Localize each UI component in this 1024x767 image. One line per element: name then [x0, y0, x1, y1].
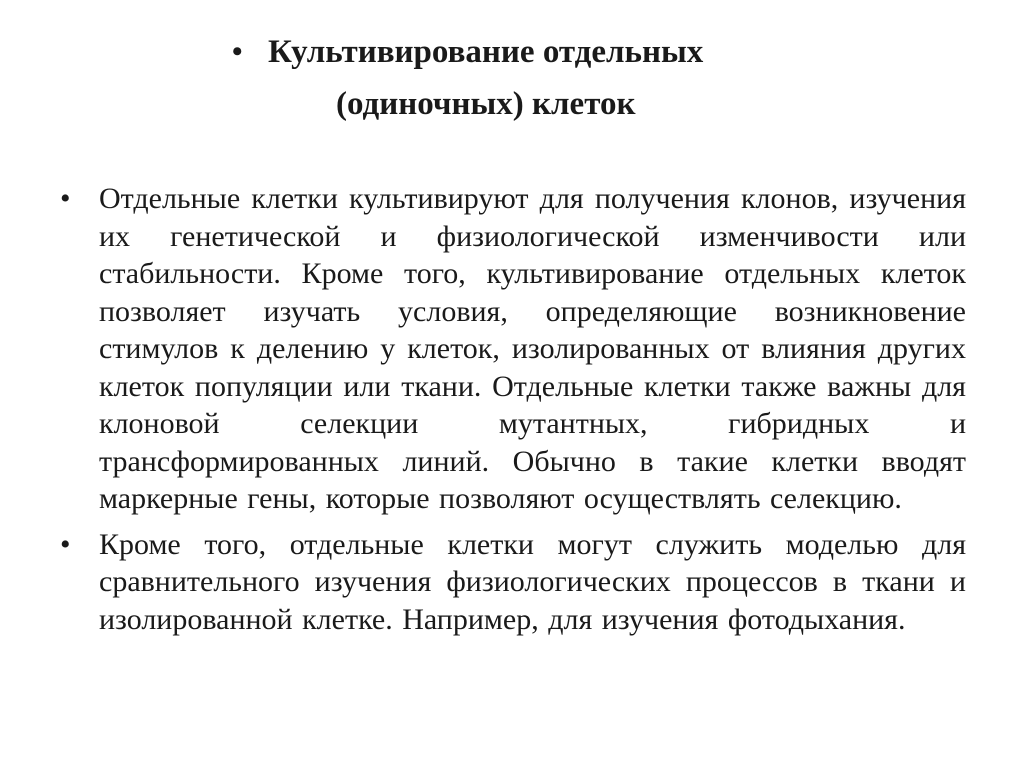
bullet-marker: • — [60, 527, 71, 561]
bullet-marker: • — [60, 182, 71, 215]
bullet-text: Кроме того, отдельные клетки могут служить моделью для сравнительного изучения физиологических процессов в ткани и изолированной клетке. Например, для изучения фотодыхания. — [99, 527, 966, 636]
bullet-list — [60, 180, 966, 638]
title-bullet: • — [232, 35, 243, 68]
bullet-text: Отдельные клетки культивируют для получения клонов, изучения их генетической и физиологической изменчивости или стабильности. Кроме того, культивирование отдельных клеток позволяет изучать условия, определяющие возникновение стимулов к делению у клеток, изолированных от влияния других клеток популяции или ткани. Отдельные клетки также важны для клоновой селекции мутантных, гибридных и трансформированных линий. Обычно в такие клетки вводят маркерные гены, которые позволяют осуществлять селекцию. — [99, 182, 966, 515]
bullet-item-2 — [60, 526, 966, 639]
slide-title — [232, 26, 832, 130]
bullet-item-1 — [60, 180, 966, 518]
title-line-1: Культивирование отдельных — [268, 34, 704, 70]
title-line-2: (одиночных) клеток — [336, 86, 636, 122]
